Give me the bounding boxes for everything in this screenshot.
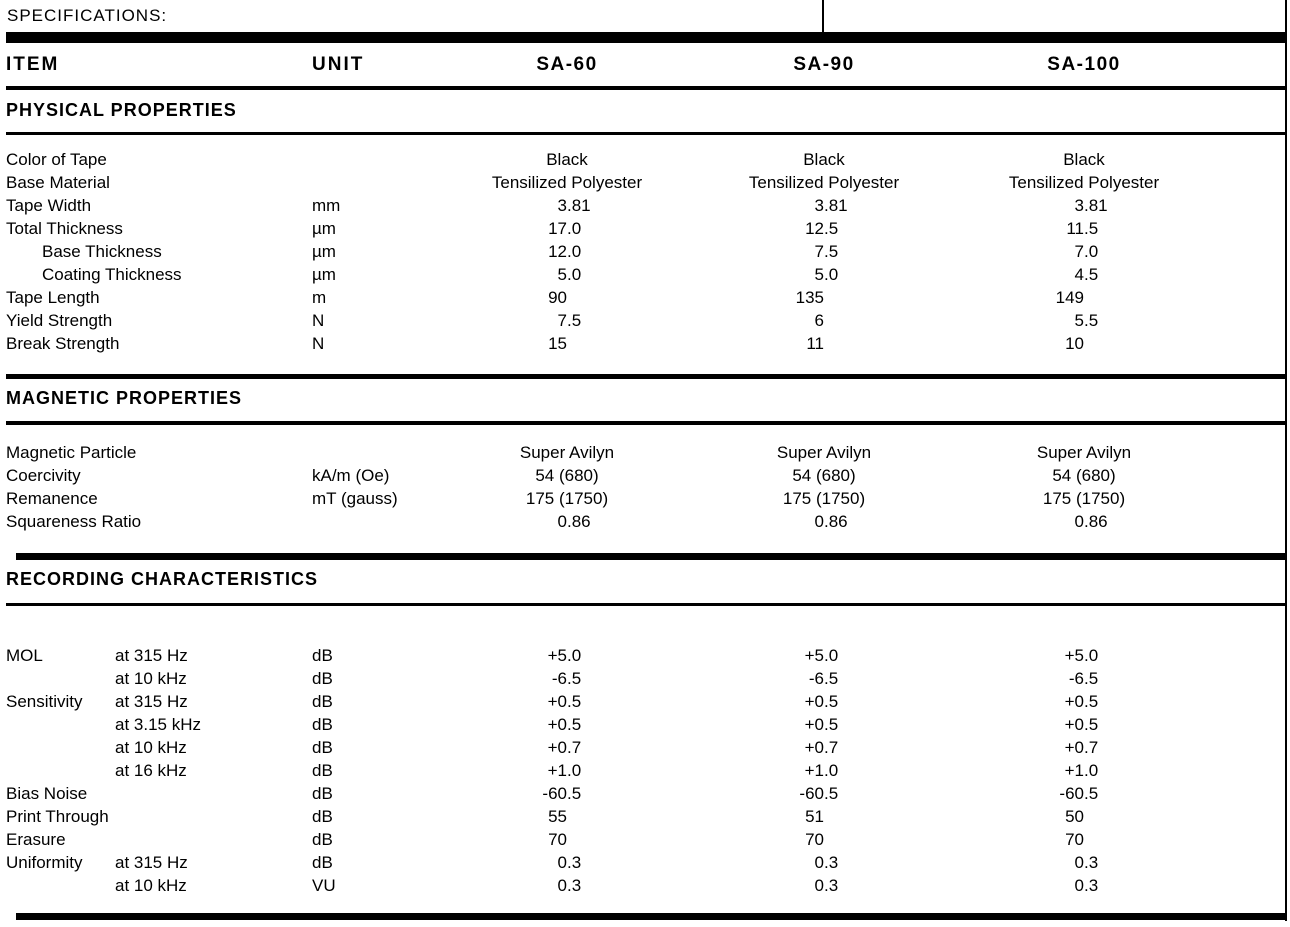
value-cell-sa100: 54 (680) — [1052, 466, 1116, 485]
page-title: SPECIFICATIONS: — [7, 6, 168, 25]
value-cell-sa100: +0 .5 — [1064, 715, 1099, 734]
row-sub-label: at 16 kHz — [115, 761, 187, 780]
value-cell-sa90: 0 .3 — [814, 853, 839, 872]
table-row — [0, 828, 1290, 851]
value-cell-sa90: 54 (680) — [792, 466, 856, 485]
row-unit-label: mm — [312, 196, 341, 215]
table-row — [0, 332, 1290, 355]
value-cell-sa100: +0 .7 — [1064, 738, 1099, 757]
row-unit-label: dB — [312, 738, 333, 757]
row-item-label: Uniformity — [6, 853, 83, 872]
value-cell-sa90: 6 — [814, 311, 824, 330]
table-row — [0, 782, 1290, 805]
value-cell-sa90: Tensilized Polyester — [748, 173, 900, 192]
value-cell-sa60: 70 — [548, 830, 567, 849]
value-cell-sa60: +0 .7 — [547, 738, 582, 757]
row-item-label: Sensitivity — [6, 692, 83, 711]
value-cell-sa100: +0 .5 — [1064, 692, 1099, 711]
row-item-label: Break Strength — [6, 334, 120, 353]
section-rows-magnetic — [0, 441, 1290, 533]
table-row — [0, 309, 1290, 332]
value-cell-sa100: 4 .5 — [1074, 265, 1099, 284]
value-cell-sa60: Tensilized Polyester — [491, 173, 643, 192]
value-cell-sa100: 10 — [1065, 334, 1084, 353]
specifications-row — [0, 0, 1290, 32]
footer-bar — [16, 913, 1287, 920]
section-rows-physical — [0, 148, 1290, 355]
value-cell-sa100: 0 .86 — [1074, 512, 1108, 531]
value-cell-sa100: 0 .3 — [1074, 876, 1099, 895]
value-cell-sa60: 12 .0 — [548, 242, 582, 261]
row-item-label: Bias Noise — [6, 784, 88, 803]
table-row — [0, 690, 1290, 713]
value-cell-sa100: 5 .5 — [1074, 311, 1099, 330]
value-cell-sa90: 7 .5 — [814, 242, 839, 261]
table-row — [0, 487, 1290, 510]
value-cell-sa90: Super Avilyn — [776, 443, 872, 462]
section-heading-recording: RECORDING CHARACTERISTICS — [6, 569, 319, 589]
value-cell-sa100: +1 .0 — [1064, 761, 1099, 780]
table-row — [0, 464, 1290, 487]
value-cell-sa90: 51 — [805, 807, 824, 826]
value-cell-sa100: 50 — [1065, 807, 1084, 826]
row-item-label: Squareness Ratio — [6, 512, 142, 531]
value-cell-sa100: -6 .5 — [1068, 669, 1099, 688]
value-cell-sa90: 0 .3 — [814, 876, 839, 895]
row-unit-label: µm — [312, 219, 336, 238]
row-item-label: Total Thickness — [6, 219, 123, 238]
row-unit-label: dB — [312, 715, 333, 734]
value-cell-sa90: 5 .0 — [814, 265, 839, 284]
table-row — [0, 874, 1290, 897]
column-header-sa100: SA-100 — [1047, 54, 1121, 75]
row-unit-label: dB — [312, 761, 333, 780]
value-cell-sa100: +5 .0 — [1064, 646, 1099, 665]
row-unit-label: kA/m (Oe) — [312, 466, 390, 485]
row-unit-label: m — [312, 288, 327, 307]
value-cell-sa60: +0 .5 — [547, 692, 582, 711]
value-cell-sa100: 175 (1750) — [1042, 489, 1126, 508]
row-unit-label: µm — [312, 242, 336, 261]
value-cell-sa90: +0 .5 — [804, 692, 839, 711]
row-unit-label: dB — [312, 784, 333, 803]
value-cell-sa100: Black — [1063, 150, 1105, 169]
table-row — [0, 171, 1290, 194]
row-unit-label: dB — [312, 830, 333, 849]
row-item-label: Yield Strength — [6, 311, 113, 330]
value-cell-sa90: +0 .7 — [804, 738, 839, 757]
value-cell-sa100: Super Avilyn — [1036, 443, 1132, 462]
table-row — [0, 736, 1290, 759]
value-cell-sa100: 7 .0 — [1074, 242, 1099, 261]
section-heading-physical: PHYSICAL PROPERTIES — [6, 100, 237, 120]
header-bar — [6, 32, 1287, 43]
value-cell-sa60: -60 .5 — [542, 784, 582, 803]
value-cell-sa90: +1 .0 — [804, 761, 839, 780]
row-item-label: Base Material — [6, 173, 110, 192]
column-header-sa60: SA-60 — [536, 54, 598, 75]
row-sub-label: at 10 kHz — [115, 669, 187, 688]
row-unit-label: dB — [312, 669, 333, 688]
value-cell-sa100: 0 .3 — [1074, 853, 1099, 872]
row-sub-label: at 10 kHz — [115, 738, 187, 757]
row-item-label: Erasure — [6, 830, 66, 849]
column-header-row — [0, 43, 1290, 86]
value-cell-sa60: 0 .3 — [557, 876, 582, 895]
row-sub-label: at 315 Hz — [115, 853, 188, 872]
value-cell-sa60: 5 .0 — [557, 265, 582, 284]
value-cell-sa60: -6 .5 — [551, 669, 582, 688]
horizontal-rule — [6, 421, 1287, 425]
value-cell-sa100: 70 — [1065, 830, 1084, 849]
value-cell-sa60: 54 (680) — [535, 466, 599, 485]
table-row — [0, 851, 1290, 874]
value-cell-sa60: 15 — [548, 334, 567, 353]
value-cell-sa90: 3 .81 — [814, 196, 848, 215]
row-unit-label: mT (gauss) — [312, 489, 398, 508]
row-sub-label: at 10 kHz — [115, 876, 187, 895]
value-cell-sa60: 3 .81 — [557, 196, 591, 215]
value-cell-sa60: 90 — [548, 288, 567, 307]
row-item-label: Magnetic Particle — [6, 443, 137, 462]
value-cell-sa90: +0 .5 — [804, 715, 839, 734]
table-row — [0, 148, 1290, 171]
value-cell-sa90: 0 .86 — [814, 512, 848, 531]
section-heading-magnetic: MAGNETIC PROPERTIES — [6, 388, 243, 408]
horizontal-rule-thick — [16, 553, 1287, 560]
value-cell-sa90: -60 .5 — [799, 784, 839, 803]
horizontal-rule — [6, 132, 1287, 135]
row-unit-label: µm — [312, 265, 336, 284]
value-cell-sa100: 149 — [1055, 288, 1084, 307]
row-item-label: MOL — [6, 646, 43, 665]
value-cell-sa60: +1 .0 — [547, 761, 582, 780]
table-row — [0, 644, 1290, 667]
value-cell-sa90: 11 — [806, 334, 824, 353]
row-unit-label: VU — [312, 876, 336, 895]
table-row — [0, 759, 1290, 782]
value-cell-sa90: 12 .5 — [805, 219, 839, 238]
row-unit-label: N — [312, 311, 325, 330]
table-row — [0, 667, 1290, 690]
value-cell-sa100: 3 .81 — [1074, 196, 1108, 215]
row-item-label: Coating Thickness — [42, 265, 182, 284]
row-unit-label: dB — [312, 853, 333, 872]
row-unit-label: dB — [312, 692, 333, 711]
value-cell-sa100: 11 .5 — [1066, 219, 1099, 238]
table-row — [0, 441, 1290, 464]
value-cell-sa60: +0 .5 — [547, 715, 582, 734]
table-row — [0, 805, 1290, 828]
value-cell-sa60: 0 .3 — [557, 853, 582, 872]
row-item-label: Coercivity — [6, 466, 81, 485]
row-unit-label: dB — [312, 646, 333, 665]
table-row — [0, 194, 1290, 217]
value-cell-sa90: +5 .0 — [804, 646, 839, 665]
table-row — [0, 217, 1290, 240]
value-cell-sa60: 17 .0 — [548, 219, 582, 238]
table-row — [0, 510, 1290, 533]
value-cell-sa60: 7 .5 — [557, 311, 582, 330]
row-item-label: Base Thickness — [42, 242, 162, 261]
value-cell-sa90: 135 — [795, 288, 824, 307]
table-row — [0, 286, 1290, 309]
table-row — [0, 263, 1290, 286]
table-row — [0, 240, 1290, 263]
value-cell-sa60: Black — [546, 150, 588, 169]
row-sub-label: at 3.15 kHz — [115, 715, 201, 734]
value-cell-sa60: +5 .0 — [547, 646, 582, 665]
row-item-label: Print Through — [6, 807, 109, 826]
horizontal-rule — [6, 374, 1287, 379]
row-sub-label: at 315 Hz — [115, 646, 188, 665]
value-cell-sa60: 55 — [548, 807, 567, 826]
row-item-label: Color of Tape — [6, 150, 107, 169]
column-header-sa90: SA-90 — [793, 54, 855, 75]
horizontal-rule — [6, 86, 1287, 90]
right-border-line — [1285, 0, 1287, 921]
row-item-label: Tape Width — [6, 196, 92, 215]
value-cell-sa90: 70 — [805, 830, 824, 849]
top-divider-line — [822, 0, 824, 32]
value-cell-sa90: -6 .5 — [808, 669, 839, 688]
value-cell-sa90: 175 (1750) — [782, 489, 866, 508]
row-sub-label: at 315 Hz — [115, 692, 188, 711]
value-cell-sa100: Tensilized Polyester — [1008, 173, 1160, 192]
value-cell-sa60: 175 (1750) — [525, 489, 609, 508]
row-item-label: Remanence — [6, 489, 98, 508]
value-cell-sa100: -60 .5 — [1059, 784, 1099, 803]
value-cell-sa90: Black — [803, 150, 845, 169]
value-cell-sa60: Super Avilyn — [519, 443, 615, 462]
row-unit-label: N — [312, 334, 325, 353]
column-header-item: ITEM — [6, 54, 60, 75]
section-rows-recording — [0, 644, 1290, 897]
table-row — [0, 713, 1290, 736]
column-header-unit: UNIT — [312, 54, 365, 75]
horizontal-rule — [6, 603, 1287, 606]
row-item-label: Tape Length — [6, 288, 100, 307]
value-cell-sa60: 0 .86 — [557, 512, 591, 531]
row-unit-label: dB — [312, 807, 333, 826]
